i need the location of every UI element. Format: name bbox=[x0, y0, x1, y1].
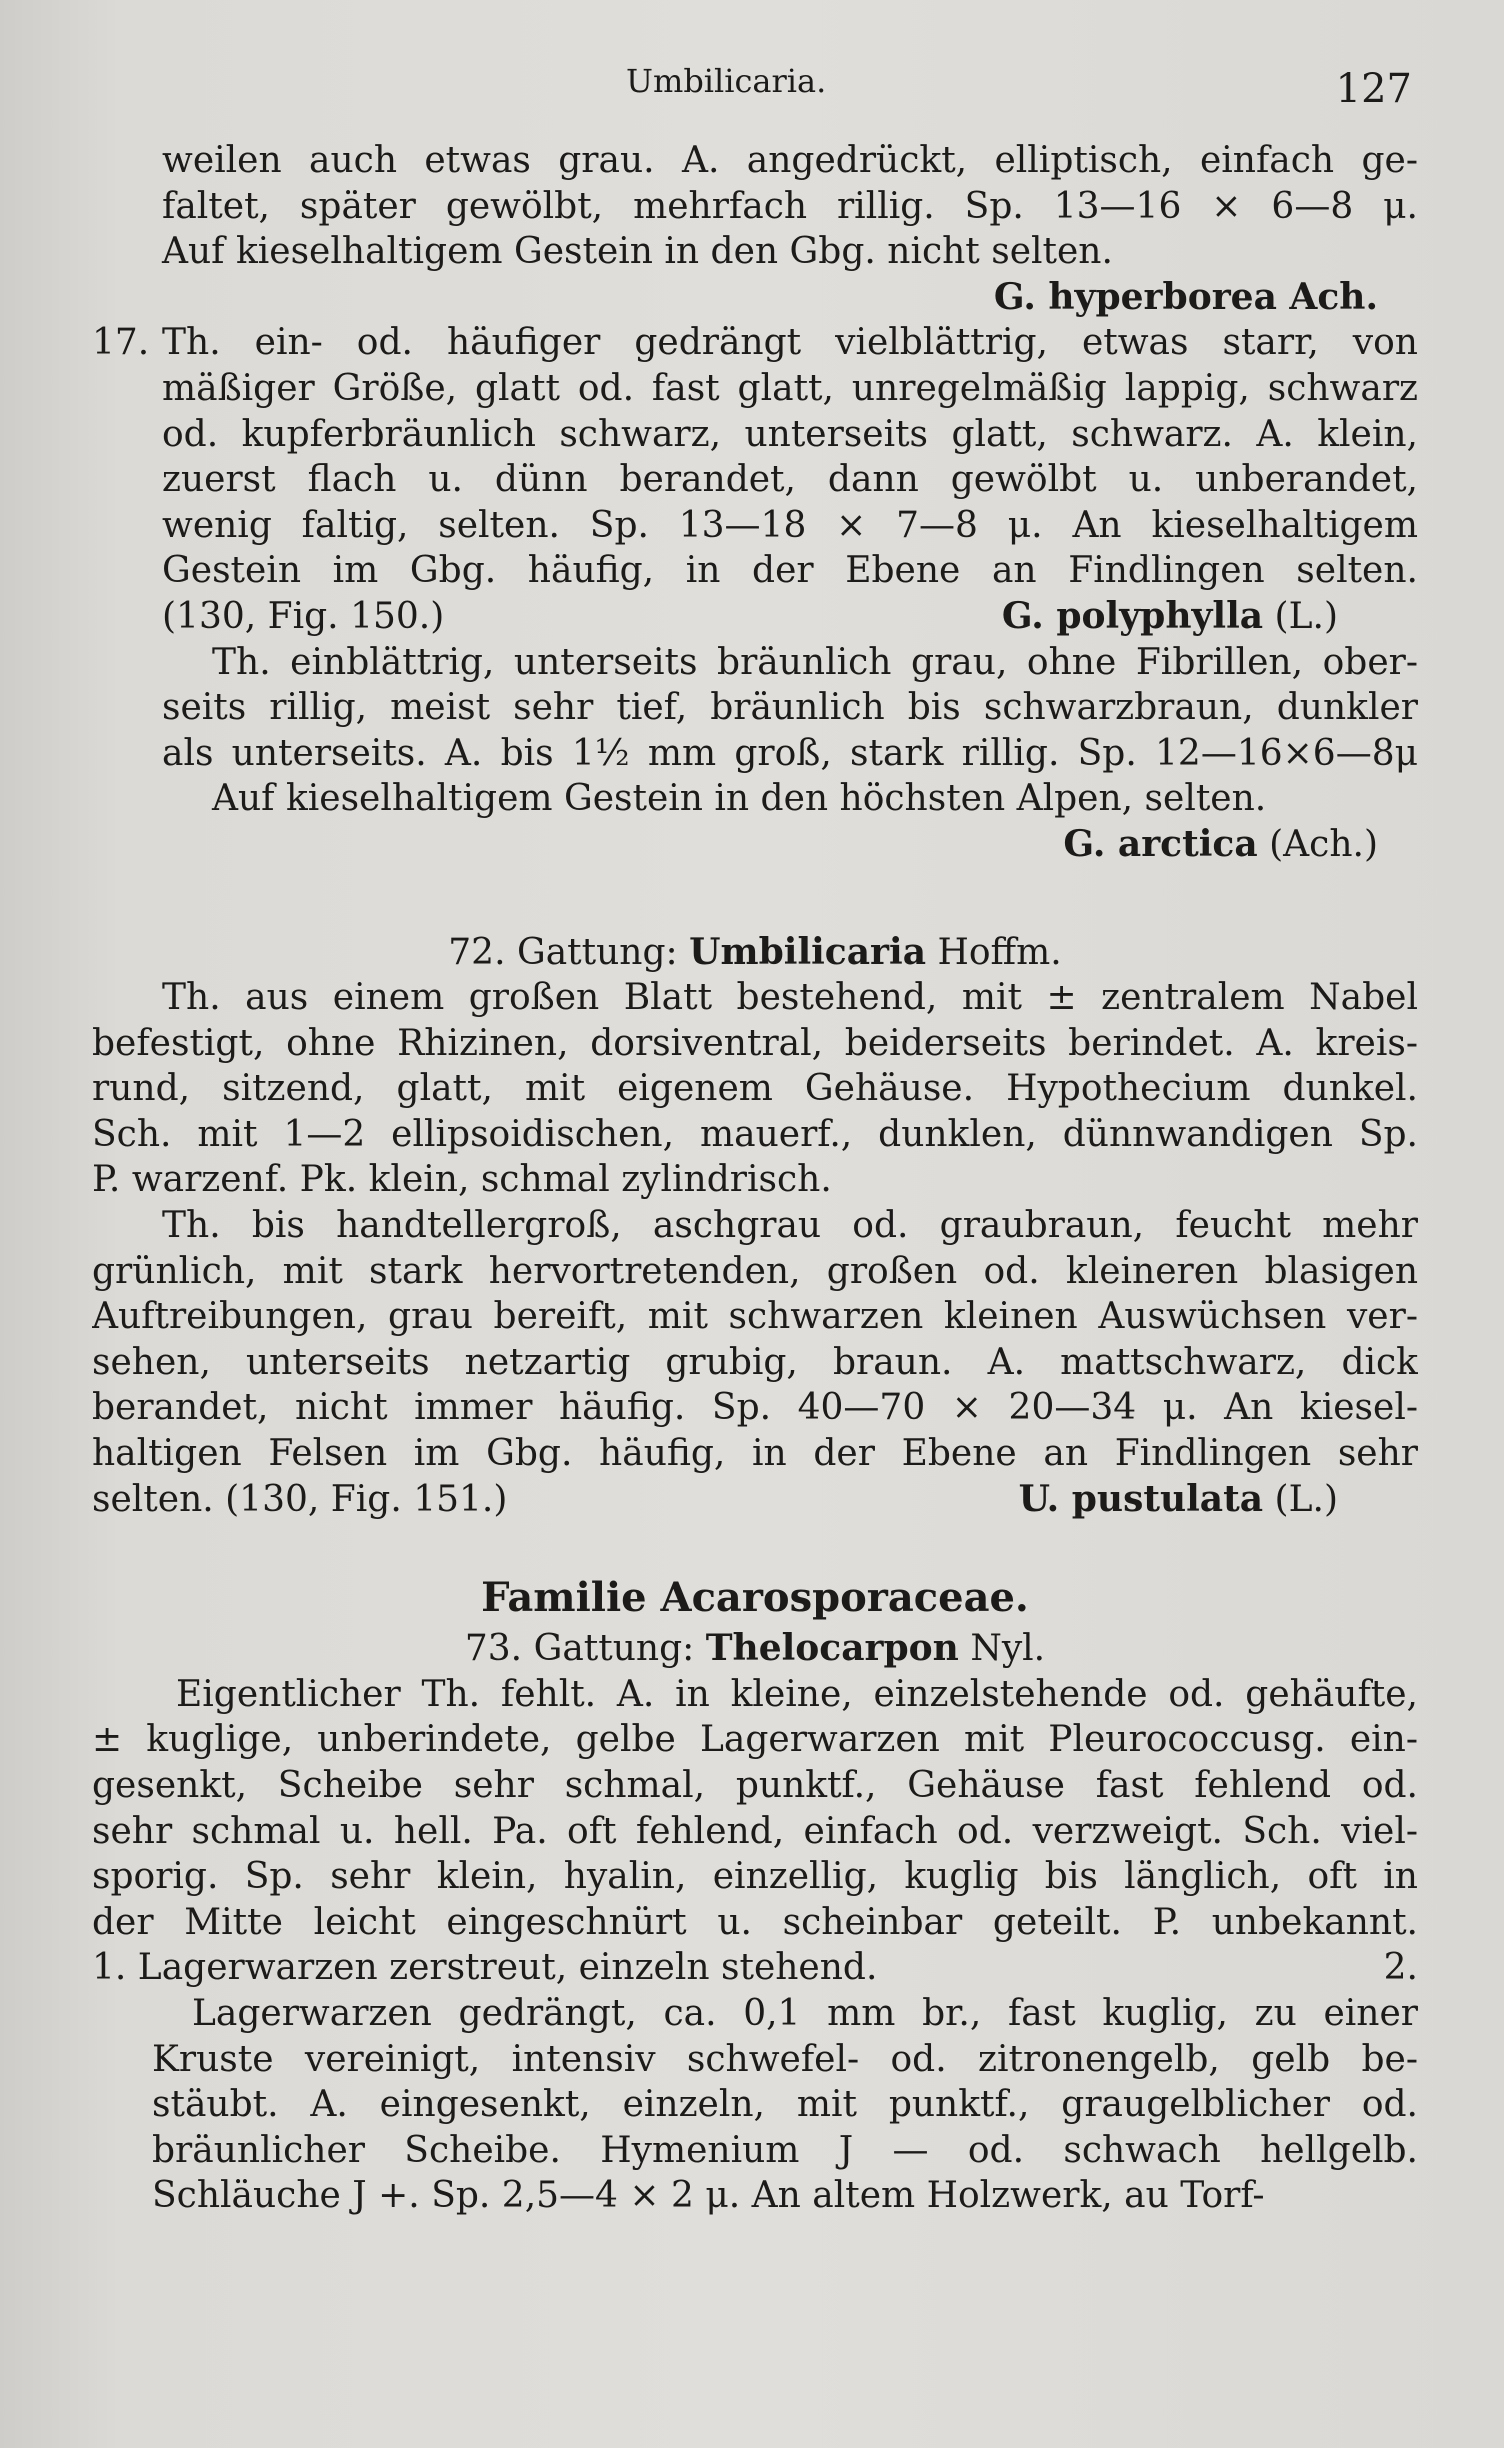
genus-prefix: 72. Gattung: bbox=[448, 931, 678, 973]
page-header bbox=[0, 62, 1504, 112]
key-text: 1. Lagerwarzen zerstreut, einzeln stehend. bbox=[92, 1947, 878, 1989]
text-line: ± kuglige, unberindete, gelbe Lagerwarzen mit Pleurococcusg. ein- bbox=[92, 1719, 1418, 1761]
text-line: Th. bis handtellergroß, aschgrau od. graubraun, feucht mehr bbox=[162, 1205, 1418, 1247]
text-line: Auf kieselhaltigem Gestein in den höchsten Alpen, selten. bbox=[212, 778, 1267, 820]
text-line: sehen, unterseits netzartig grubig, braun. A. mattschwarz, dick bbox=[92, 1341, 1418, 1383]
text-line: weilen auch etwas grau. A. angedrückt, elliptisch, einfach ge- bbox=[162, 140, 1418, 181]
genus-author: Hoffm. bbox=[937, 931, 1062, 973]
key-number: 17. bbox=[92, 322, 150, 364]
text-line: bräunlicher Scheibe. Hymenium J — od. schwach hellgelb. bbox=[152, 2129, 1418, 2171]
text-line: Eigentlicher Th. fehlt. A. in kleine, einzelstehende od. gehäufte, bbox=[176, 1673, 1418, 1715]
species-author: (Ach.) bbox=[1269, 823, 1378, 865]
genus-author: Nyl. bbox=[970, 1628, 1046, 1670]
text-line: befestigt, ohne Rhizinen, dorsiventral, beiderseits berindet. A. kreis- bbox=[92, 1022, 1418, 1064]
text-line: Th. ein- od. häufiger gedrängt vielblättrig, etwas starr, von bbox=[162, 322, 1418, 364]
text-line: mäßiger Größe, glatt od. fast glatt, unregelmäßig lappig, schwarz bbox=[162, 367, 1418, 409]
text-line: od. kupferbräunlich schwarz, unterseits glatt, schwarz. A. klein, bbox=[162, 413, 1418, 455]
genus-name: Thelocarpon bbox=[705, 1627, 959, 1670]
key-entry-17 bbox=[92, 320, 1418, 366]
text-line: Schläuche J +. Sp. 2,5—4 × 2 μ. An altem Holzwerk, au Torf- bbox=[152, 2175, 1265, 2217]
text-line: Auftreibungen, grau bereift, mit schwarzen kleinen Auswüchsen ver- bbox=[92, 1296, 1418, 1338]
genus-prefix: 73. Gattung: bbox=[464, 1628, 695, 1670]
text-line: grünlich, mit stark hervortretenden, großen od. kleineren blasigen bbox=[92, 1250, 1418, 1292]
text-line: Sch. mit 1—2 ellipsoidischen, mauerf., dunklen, dünnwandigen Sp. bbox=[92, 1113, 1418, 1155]
species-name: U. pustulata bbox=[1018, 1477, 1264, 1520]
species-name: G. hyperborea Ach. bbox=[993, 275, 1378, 318]
text-line: sporig. Sp. sehr klein, hyalin, einzellig, kuglig bis länglich, oft in bbox=[92, 1856, 1418, 1898]
genus-heading-72 bbox=[92, 930, 1418, 976]
text-line: Gestein im Gbg. häufig, in der Ebene an Findlingen selten. bbox=[162, 550, 1418, 592]
text-line: Lagerwarzen gedrängt, ca. 0,1 mm br., fast kuglig, zu einer bbox=[192, 1992, 1418, 2034]
species-line bbox=[92, 594, 1418, 640]
text-line: rund, sitzend, glatt, mit eigenem Gehäuse. Hypothecium dunkel. bbox=[92, 1068, 1418, 1110]
species-line bbox=[92, 822, 1418, 868]
key-reference: 2. bbox=[1383, 1947, 1418, 1989]
running-head: Umbilicaria. bbox=[626, 62, 827, 100]
text-line: zuerst flach u. dünn berandet, dann gewölbt u. unberandet, bbox=[162, 459, 1418, 501]
text-line: haltigen Felsen im Gbg. häufig, in der Ebene an Findlingen sehr bbox=[92, 1433, 1418, 1475]
family-heading: Familie Acarosporaceae. bbox=[481, 1574, 1029, 1622]
species-name: G. polyphylla bbox=[1001, 594, 1264, 637]
species-author: (L.) bbox=[1274, 595, 1338, 637]
text-line: Th. einblättrig, unterseits bräunlich grau, ohne Fibrillen, ober- bbox=[212, 641, 1418, 683]
text-line: Th. aus einem großen Blatt bestehend, mit ± zentralem Nabel bbox=[162, 977, 1418, 1019]
text-line: gesenkt, Scheibe sehr schmal, punktf., Gehäuse fast fehlend od. bbox=[92, 1765, 1418, 1806]
page-number: 127 bbox=[1335, 66, 1412, 112]
text-line: wenig faltig, selten. Sp. 13—18 × 7—8 μ. An kieselhaltigem bbox=[162, 504, 1418, 546]
text-line: sehr schmal u. hell. Pa. oft fehlend, einfach od. verzweigt. Sch. viel- bbox=[92, 1810, 1418, 1852]
key-entry-1 bbox=[92, 1945, 1418, 1991]
text-line: stäubt. A. eingesenkt, einzeln, mit punktf., graugelblicher od. bbox=[152, 2084, 1418, 2126]
genus-heading-73 bbox=[92, 1626, 1418, 1672]
text-line: Kruste vereinigt, intensiv schwefel- od. zitronengelb, gelb be- bbox=[152, 2038, 1418, 2080]
species-author: (L.) bbox=[1274, 1478, 1338, 1520]
body-text bbox=[92, 138, 1418, 2219]
text-line: faltet, später gewölbt, mehrfach rillig. Sp. 13—16 × 6—8 μ. bbox=[162, 185, 1418, 227]
text-line: P. warzenf. Pk. klein, schmal zylindrisch. bbox=[92, 1159, 832, 1201]
text-line: seits rillig, meist sehr tief, bräunlich bis schwarzbraun, dunkler bbox=[162, 687, 1418, 729]
text-line: Auf kieselhaltigem Gestein in den Gbg. nicht selten. bbox=[162, 231, 1113, 273]
reference: selten. (130, Fig. 151.) bbox=[92, 1478, 508, 1520]
genus-name: Umbilicaria bbox=[689, 930, 927, 973]
text-line: der Mitte leicht eingeschnürt u. scheinbar geteilt. P. unbekannt. bbox=[92, 1901, 1418, 1943]
species-name: G. arctica bbox=[1063, 822, 1258, 865]
text-line: als unterseits. A. bis 1½ mm groß, stark rillig. Sp. 12—16×6—8μ bbox=[162, 732, 1418, 774]
text-line: berandet, nicht immer häufig. Sp. 40—70 × 20—34 μ. An kiesel- bbox=[92, 1387, 1418, 1429]
species-line bbox=[92, 1477, 1418, 1523]
reference: (130, Fig. 150.) bbox=[162, 595, 445, 637]
